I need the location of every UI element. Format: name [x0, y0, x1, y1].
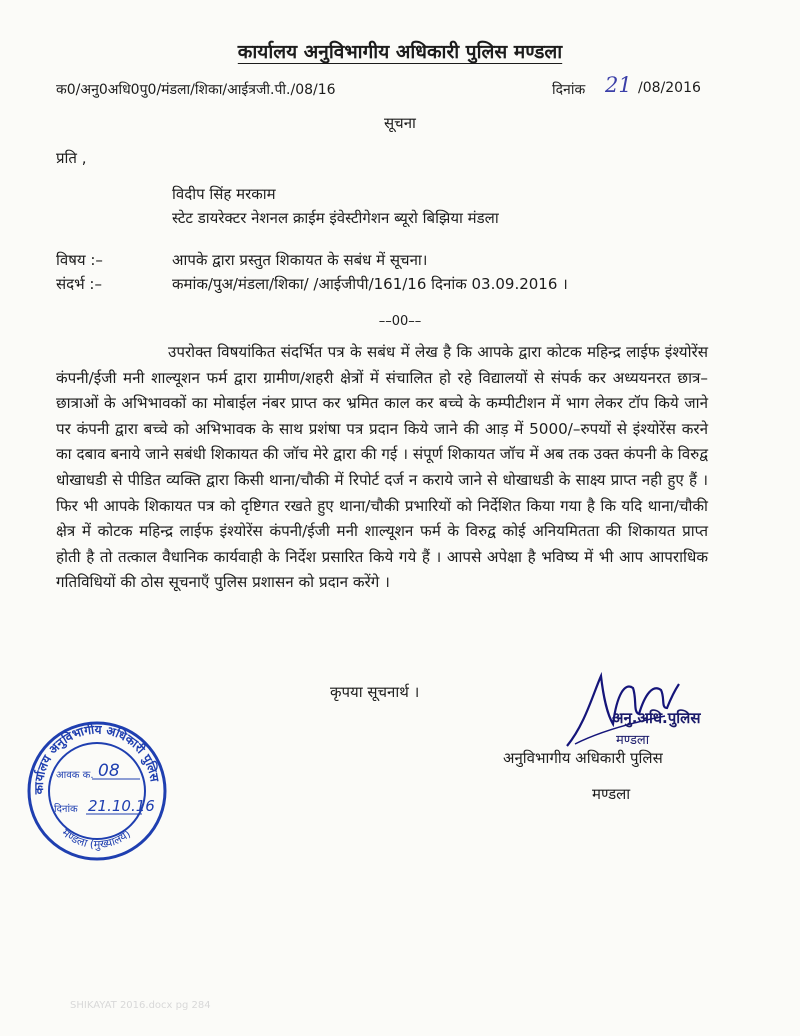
subject-text: आपके द्वारा प्रस्तुत शिकायत के सबंध में सूचना। — [172, 251, 428, 269]
signature-seal-city: मण्डला — [616, 733, 650, 748]
recipient-prefix: प्रति , — [56, 149, 87, 167]
date-day-handwritten: 21 — [605, 73, 632, 97]
closing-line: कृपया सूचनार्थ । — [330, 683, 420, 701]
stamp-ring-text: कार्यालय अनुविभागीय अधिकारी पुलिस — [31, 722, 162, 795]
letter-body: उपरोक्त विषयांकित संदर्भित पत्र के सबंध में लेख है कि आपके द्वारा कोटक महिन्द्र लाईफ इंश्योरेंस कंपनी/ईजी मनी शाल्यूशन फर्म द्वारा ग्रामीण/शहरी क्षेत्रों में संचालित हो रहे विद्यालयों से संपर्क कर अध्ययनरत छात्र–छात्राओं के अभिभावकों का मोबाईल नंबर प्राप्त कर भ्रमित काल कर बच्चे के कम्पीटीशन में भाग लेकर टॉप किये जाने पर कंपनी द्वारा बच्चे को अभिभावक के साथ प्रशंषा पत्र प्रदान किये जाने की आड़ में 5000/–रुपयों से इंश्योरेंस करने का दबाव बनाये जाने सबंधी शिकायत की जॉच मेरे द्वारा की गई । संपूर्ण शिकायत जॉच में अब तक उक्त कंपनी के विरुद्व धोखाधडी से पीडित व्यक्ति द्वारा किसी थाना/चौकी में रिपोर्ट दर्ज न कराये जाने से धोखाधडी के साक्ष्य प्राप्त नही हुए हैं । फिर भी आपके शिकायत पत्र को दृष्टिगत रखते हुए थाना/चौकी प्रभारियों को निर्देशित किया गया है कि यदि थाना/चौकी क्षेत्र में कोटक महिन्द्र लाईफ इंश्योरेंस कंपनी/ईजी मनी शाल्यूशन फर्म के विरुद्व कोई अनियमितता की शिकायत प्राप्त होती है तो तत्काल वैधानिक कार्यवाही के निर्देश प्रसारित किये गये हैं । आपसे अपेक्षा है भविष्य में भी आप आपराधिक गतिविधियों की ठोस सूचनाएँ पुलिस प्रशासन को प्रदान करेंगे । — [56, 343, 708, 592]
reference-text: कमांक/पुअ/मंडला/शिका/ /आईजीपी/161/16 दिनांक 03.09.2016 । — [172, 275, 568, 293]
office-title: कार्यालय अनुविभागीय अधिकारी पुलिस मण्डला — [237, 41, 563, 63]
signatory-designation: अनुविभागीय अधिकारी पुलिस — [503, 749, 663, 767]
signatory-city: मण्डला — [592, 785, 631, 803]
recipient-designation: स्टेट डायरेक्टर नेशनल क्राईम इंवेस्टीगेशन ब्यूरो बिझिया मंडला — [172, 209, 499, 227]
office-round-stamp — [22, 716, 172, 866]
section-divider: ––00–– — [378, 314, 422, 329]
date-month-year: /08/2016 — [638, 80, 701, 96]
reference-label: संदर्भ :– — [56, 275, 102, 293]
stamp-inward-label: आवक क. — [56, 770, 94, 781]
recipient-name: विदीप सिंह मरकाम — [172, 185, 276, 203]
notice-heading: सूचना — [384, 114, 416, 132]
reference-number: क0/अनु0अधि0पु0/मंडला/शिका/आईत्रजी.पी./08/16 — [56, 82, 336, 98]
document-footer: SHIKAYAT 2016.docx pg 284 — [70, 1000, 211, 1011]
stamp-bottom-text: मण्डला (मुख्यालय) — [59, 826, 134, 851]
stamp-date-label: दिनांक — [54, 804, 78, 815]
subject-label: विषय :– — [56, 251, 103, 269]
signature-seal-title: अनु.अधि.पुलिस — [612, 709, 701, 727]
date-label: दिनांक — [552, 82, 586, 98]
stamp-inward-number: 08 — [98, 761, 120, 781]
stamp-date-value: 21.10.16 — [88, 797, 155, 815]
